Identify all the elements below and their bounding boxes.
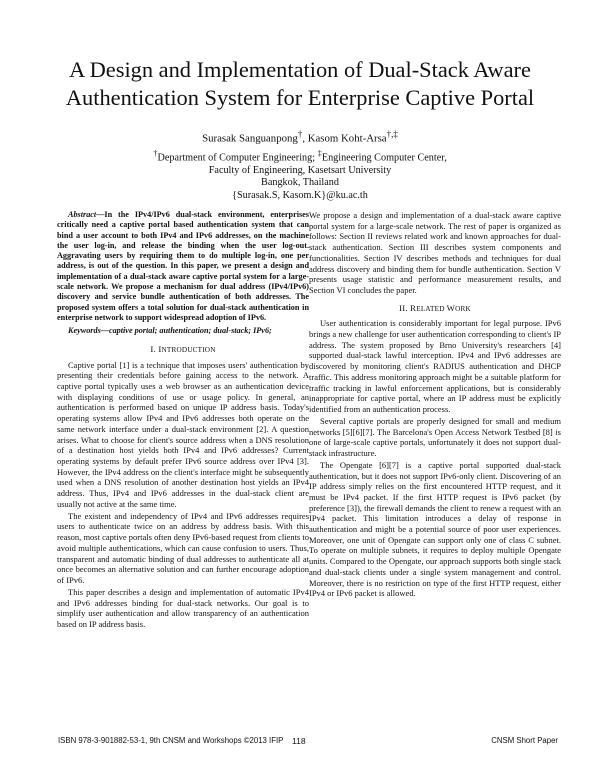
title-line-2: Authentication System for Enterprise Captive Portal <box>65 85 535 110</box>
author-separator: , <box>302 132 308 145</box>
author-1: Surasak Sanguanpong <box>202 132 298 145</box>
related-paragraph-3: The Opengate [6][7] is a captive portal supported dual-stack authentication, but it does not support IPv6-only client. Discovering of an IP address simply relies on the first encountered HTTP request, and it must be IPv4 packet. If the first HTTP request is IPv6 packet (by preference [3]), the firewall demands the client to renew a request with an IPv4 packet. This limitation introduces a delay of response in authentication and might be a potential source of poor user experiences. Moreover, one unit of Opengate can support only one of class C subnet. To operate on multiple subnets, it requires to deploy multiple Opengate units. Compared to the Opengate, our approach supports both single stack and dual-stack clients under a single system management and control. Moreover, there is no restriction on type of the first HTTP request, either IPv4 or IPv6 packet is allowed. <box>309 459 561 599</box>
related-paragraph-1: User authentication is considerably important for legal purpose. IPv6 brings a new challenge for user authentication corresponding to client's IP address. The system proposed by Brno University's researchers [4] supported dual-stack lawful interception. IPv4 and IPv6 addresses are discovered by monitoring client's RADIUS authentication and DHCP traffic. This address monitoring approach might be a suitable platform for traffic tracking in lawful enforcement applications, but is considerably inappropriate for captive portal, where an IP address must be explicitly identified from an authentication process. <box>309 318 561 414</box>
affiliation-1: Department of Computer Engineering; <box>157 151 318 163</box>
section-2-number: II. <box>399 302 411 313</box>
paper-title <box>40 56 560 112</box>
author-1-mark: † <box>297 129 303 139</box>
affiliation-line-2: Faculty of Engineering, Kasetsart University <box>208 164 392 176</box>
section-2-initial-2: W <box>446 302 456 313</box>
section-heading-related-work <box>309 303 561 315</box>
right-column <box>309 210 561 600</box>
author-2: Kasom Koht-Arsa <box>307 132 387 145</box>
page-number: 118 <box>292 736 306 746</box>
author-emails: {Surasak.S, Kasom.K}@ku.ac.th <box>232 189 368 201</box>
affiliation-mark-1: † <box>153 147 158 158</box>
affiliation-line-1 <box>100 147 500 165</box>
intro-paragraph-1: Captive portal [1] is a technique that imposes users' authentication by presenting their credentials before gaining access to the network. A captive portal typically uses a web browser as an authentication device with displaying conditions of use or usage policy. In general, an authentication is performed based on unique IP address basis. Today's operating systems allow IPv4 and IPv6 addresses both operate on the same network interface under a dual-stack environment [2]. A question arises. What to choose for client's source address when a DNS resolution of a destination host yields both IPv4 and IPv6 addresses? Current operating systems by default prefer IPv6 source address over IPv4 [3]. However, the IPv4 address on the client's interface might be subsequently used when a DNS resolution of another destination host yields an IPv4 address. Thus, IPv4 and IPv6 addresses in the dual-stack client are usually not active at the same time. <box>57 359 309 509</box>
section-1-rest: NTRODUCTION <box>161 345 216 354</box>
affiliation-2: Engineering Computer Center, <box>321 151 447 163</box>
title-line-1: A Design and Implementation of Dual-Stack Aware <box>69 57 531 82</box>
author-block <box>100 127 500 202</box>
author-2-mark: †,‡ <box>386 129 398 139</box>
intro-paragraph-3: This paper describes a design and implementation of automatic IPv4 and IPv6 addresses binding for dual-stack networks. Our goal is to simplify user authentication and allow transparency of an authentication based on IP address basis. <box>57 586 309 629</box>
section-heading-introduction <box>57 344 309 356</box>
intro-paragraph-4: We propose a design and implementation of a dual-stack aware captive portal system for a large-scale network. The rest of paper is organized as follows: Section II reviews related work and known approaches for dual-stack authentication. Section III describes system components and functionalities. Section IV describes methods and techniques for dual address discovery and binding them for bundle authentication. Section V presents usage statistic and performance measurement results, and Section VI concludes the paper. <box>309 210 561 295</box>
footer-paper-type: CNSM Short Paper <box>491 736 558 745</box>
affiliation-mark-2: ‡ <box>317 147 322 158</box>
section-2-initial-1: R <box>410 302 417 313</box>
section-1-initial: I <box>158 343 162 354</box>
abstract-text: —In the IPv4/IPv6 dual-stack environment, enterprises critically need a captive portal based authentication system that can bind a user account to both IPv4 and IPv6 addresses, on the machine the user log-in, and release the binding when the user log-out. Aggravating users by requiring them to do multiple log-in, one per address, is out of the question. In this paper, we present a design and implementation of a dual-stack aware captive portal system for a large-scale network. We propose a mechanism for dual address (IPv4/IPv6) discovery and service bundle authentication of both addresses. The proposed system offers a total solution for dual-stack authentication in enterprise network to support widespread adoption of IPv6. <box>57 210 309 322</box>
page-footer <box>58 736 558 750</box>
section-2-rest-1: ELATED <box>416 304 447 313</box>
left-column <box>57 210 309 631</box>
intro-paragraph-2: The existent and independency of IPv4 and IPv6 addresses requires users to authenticate twice on an address by address basis. With this reason, most captive portals often deny IPv6-based request from clients to avoid multiple authentications, which can cause confusion to users. Thus, transparent and automatic binding of dual addresses to authenticate all at once becomes an alternative solution and can further encourage adoption of IPv6. <box>57 510 309 585</box>
abstract-label: Abstract <box>68 210 97 219</box>
author-names <box>100 127 500 146</box>
keywords: Keywords—captive portal; authentication; dual-stack; IPv6; <box>68 326 272 336</box>
affiliation-line-3: Bangkok, Thailand <box>261 177 339 189</box>
abstract <box>57 210 309 323</box>
footer-isbn: ISBN 978-3-901882-53-1, 9th CNSM and Workshops ©2013 IFIP <box>58 736 284 745</box>
related-paragraph-2: Several captive portals are properly designed for small and medium networks [5][6][7]. The Barcelona's Open Access Network Testbed [8] is one of large-scale captive portals, unfortunately it does not support dual-stack infrastructure. <box>309 415 561 458</box>
section-2-rest-2: ORK <box>455 304 471 313</box>
section-1-number: I. <box>150 343 159 354</box>
